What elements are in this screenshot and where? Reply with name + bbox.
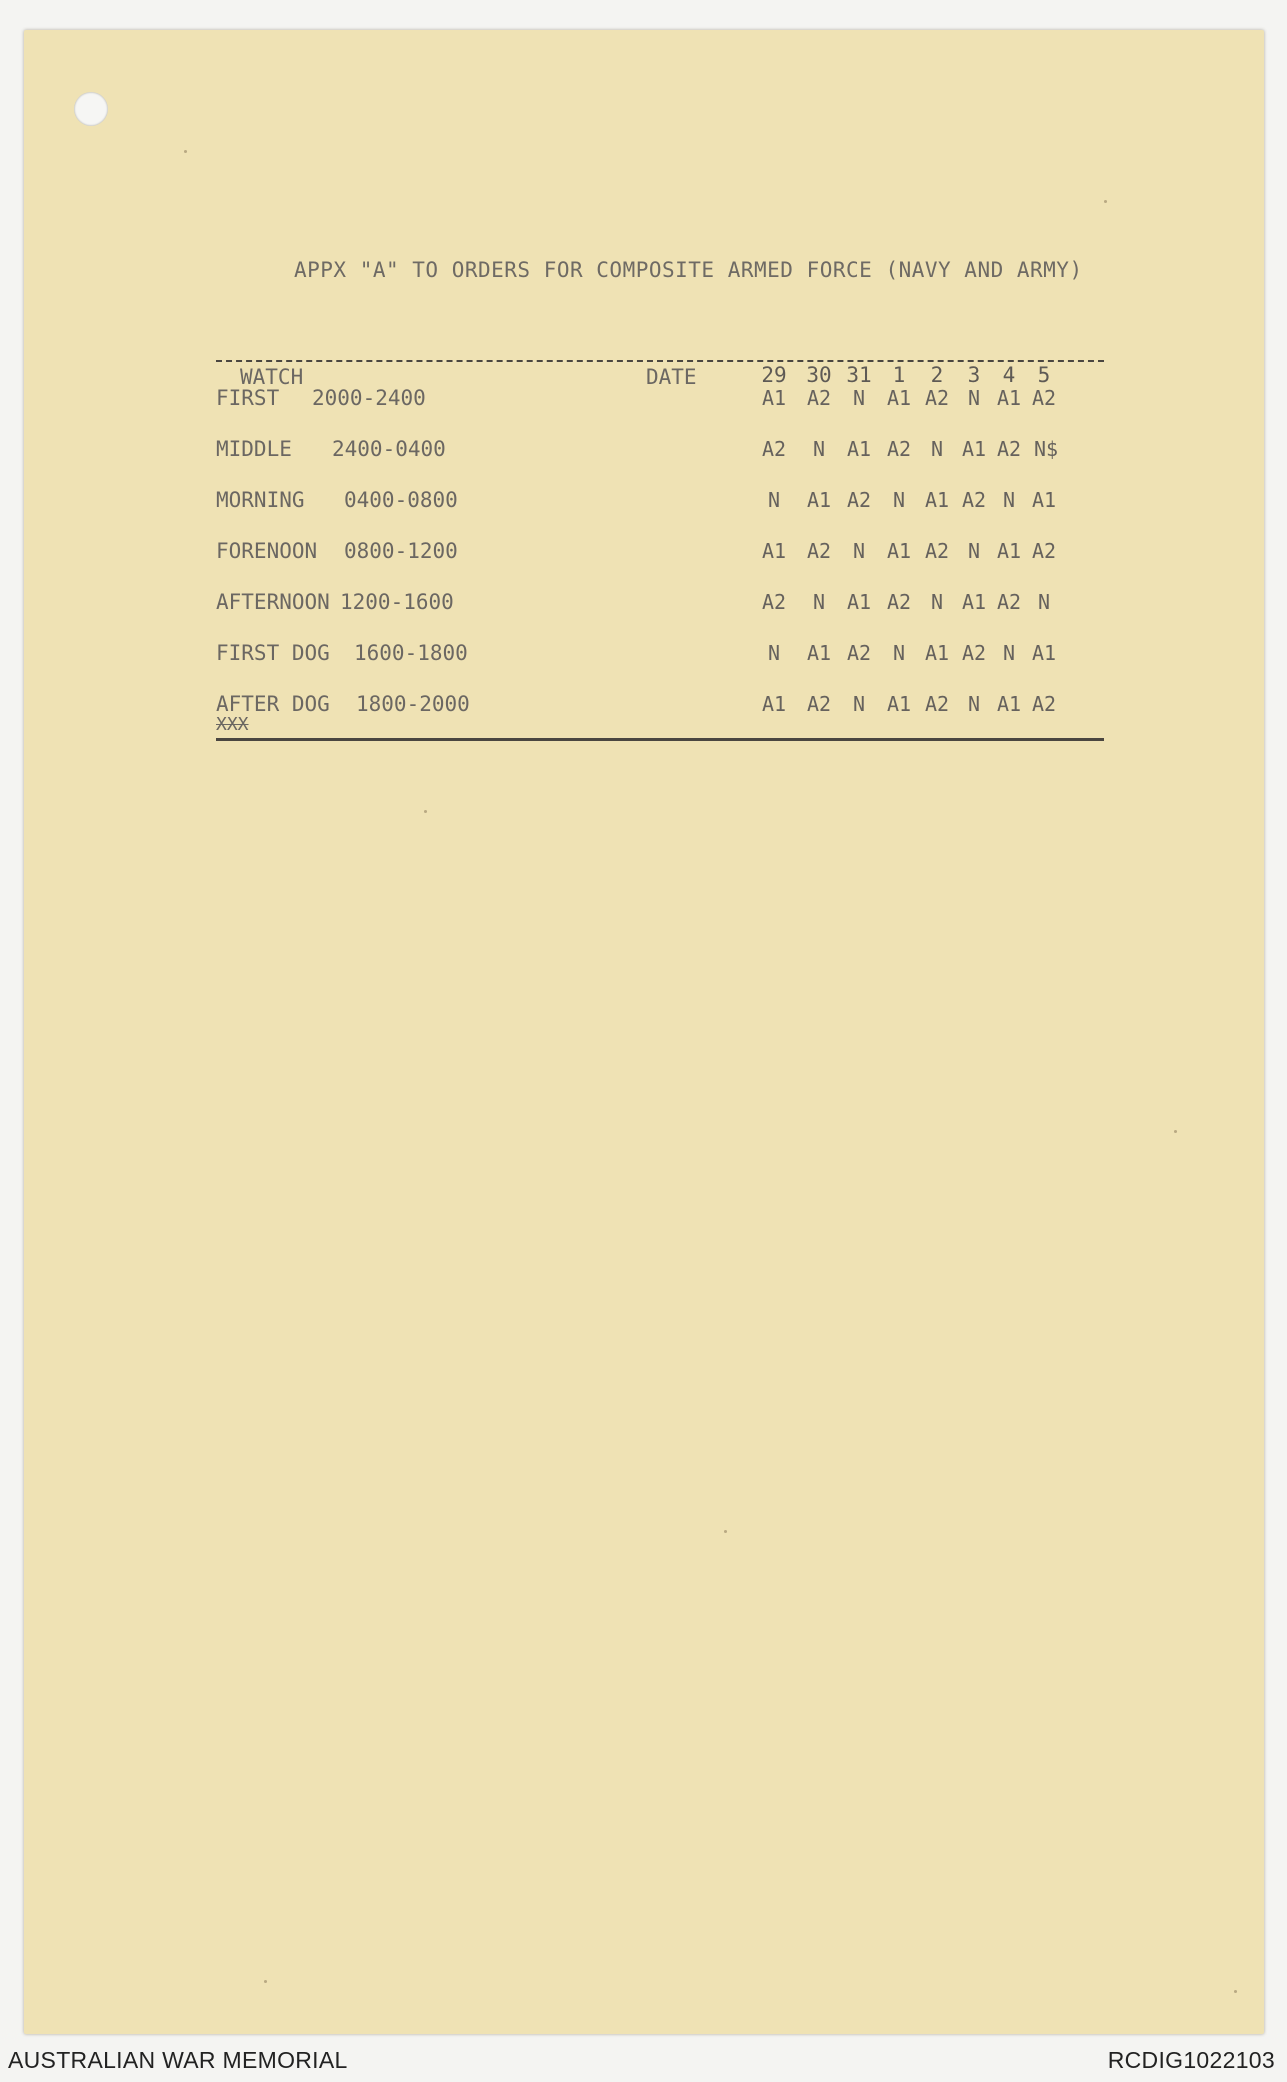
table-cell: A2: [886, 437, 912, 461]
table-cell: A1: [924, 488, 950, 512]
table-cell: A2: [846, 641, 872, 665]
paper-speck: [184, 150, 187, 153]
table-cell: N: [1037, 590, 1051, 614]
table-cell: N$: [1033, 437, 1059, 461]
table-cell: N: [967, 386, 981, 410]
date-1: 1: [892, 363, 906, 387]
table-cell: A1: [761, 692, 787, 716]
table-cell: A1: [961, 437, 987, 461]
row-label: AFTERNOON: [216, 590, 330, 614]
row-label: MIDDLE: [216, 437, 292, 461]
table-cell: A2: [924, 539, 950, 563]
table-cell: A1: [996, 539, 1022, 563]
date-2: 2: [930, 363, 944, 387]
table-cell: A2: [761, 437, 787, 461]
date-4: 4: [1002, 363, 1016, 387]
table-cell: A1: [846, 437, 872, 461]
table-cell: N: [892, 488, 906, 512]
footer-institution: AUSTRALIAN WAR MEMORIAL: [8, 2047, 348, 2073]
table-cell: A1: [996, 386, 1022, 410]
table-cell: N: [852, 692, 866, 716]
table-cell: A2: [806, 692, 832, 716]
document-title: APPX "A" TO ORDERS FOR COMPOSITE ARMED FORCE (NAVY AND ARMY): [294, 258, 1083, 282]
table-cell: A2: [961, 488, 987, 512]
paper-speck: [724, 1530, 727, 1533]
row-label: FIRST DOG: [216, 641, 330, 665]
table-cell: A2: [1031, 386, 1057, 410]
row-label: FIRST: [216, 386, 280, 410]
row-time: 2400-0400: [332, 437, 446, 461]
table-cell: A2: [806, 386, 832, 410]
date-31: 31: [846, 363, 872, 387]
table-cell: A2: [1031, 692, 1057, 716]
footer-record-id: RCDIG1022103: [1107, 2047, 1275, 2073]
table-cell: A2: [996, 590, 1022, 614]
table-cell: A2: [1031, 539, 1057, 563]
table-cell: A1: [806, 488, 832, 512]
table-cell: A1: [886, 386, 912, 410]
table-cell: N: [967, 539, 981, 563]
table-cell: A2: [961, 641, 987, 665]
row-label: MORNING: [216, 488, 305, 512]
row-time: 0800-1200: [344, 539, 458, 563]
table-cell: A1: [761, 386, 787, 410]
table-cell: A1: [846, 590, 872, 614]
table-cell: A2: [761, 590, 787, 614]
row-label: FORENOON: [216, 539, 318, 563]
date-29: 29: [761, 363, 787, 387]
punch-hole: [74, 92, 108, 126]
table-cell: A2: [996, 437, 1022, 461]
table-bottom-rule: [216, 738, 1104, 741]
table-cell: A2: [924, 692, 950, 716]
table-cell: A1: [1031, 488, 1057, 512]
table-cell: N: [852, 386, 866, 410]
table-cell: A2: [886, 590, 912, 614]
row-time: 1600-1800: [354, 641, 468, 665]
header-rule: [216, 360, 1104, 362]
table-cell: N: [812, 437, 826, 461]
date-5: 5: [1037, 363, 1051, 387]
table-cell: A1: [961, 590, 987, 614]
row-time: 2000-2400: [312, 386, 426, 410]
table-cell: A1: [886, 692, 912, 716]
struck-text: XXX: [216, 714, 249, 735]
table-cell: N: [1002, 641, 1016, 665]
table-cell: A2: [924, 386, 950, 410]
table-cell: N: [892, 641, 906, 665]
watch-header: WATCH: [240, 365, 304, 389]
row-time: 0400-0800: [344, 488, 458, 512]
row-label: AFTER DOG: [216, 692, 330, 716]
table-cell: A2: [806, 539, 832, 563]
table-cell: A1: [806, 641, 832, 665]
table-cell: N: [812, 590, 826, 614]
table-cell: A1: [1031, 641, 1057, 665]
date-header: DATE: [646, 365, 697, 389]
table-cell: A1: [924, 641, 950, 665]
table-cell: A1: [761, 539, 787, 563]
date-30: 30: [806, 363, 832, 387]
row-time: 1200-1600: [340, 590, 454, 614]
table-cell: N: [930, 437, 944, 461]
table-cell: N: [767, 641, 781, 665]
date-3: 3: [967, 363, 981, 387]
paper-speck: [1104, 200, 1107, 203]
table-cell: N: [967, 692, 981, 716]
table-cell: A1: [996, 692, 1022, 716]
document-sheet: [24, 30, 1264, 2034]
paper-speck: [1174, 1130, 1177, 1133]
row-time: 1800-2000: [356, 692, 470, 716]
paper-speck: [1234, 1990, 1237, 1993]
table-cell: N: [1002, 488, 1016, 512]
paper-speck: [264, 1980, 267, 1983]
paper-speck: [424, 810, 427, 813]
table-cell: A2: [846, 488, 872, 512]
table-cell: N: [767, 488, 781, 512]
table-cell: N: [930, 590, 944, 614]
table-cell: A1: [886, 539, 912, 563]
table-cell: N: [852, 539, 866, 563]
